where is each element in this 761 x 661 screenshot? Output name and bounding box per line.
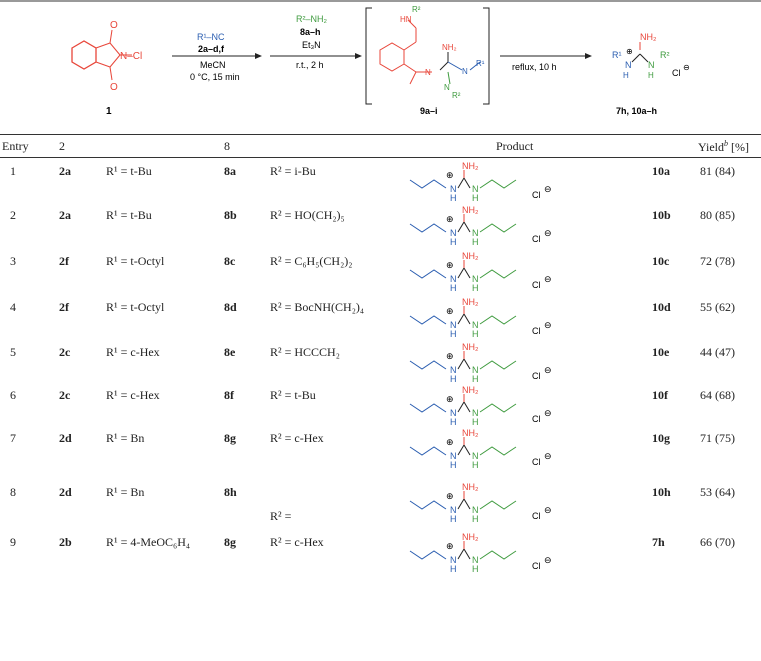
svg-text:N: N: [472, 451, 479, 461]
svg-text:N: N: [450, 555, 457, 565]
product-structure: [402, 250, 652, 294]
svg-text:Cl: Cl: [532, 561, 541, 571]
yield-value: 64 (68): [700, 388, 735, 402]
entry-number: 5: [10, 345, 16, 359]
step2-base: Et₃N: [302, 40, 321, 50]
step1-isocyanide: R¹–NC: [197, 32, 225, 42]
svg-text:⊕: ⊕: [446, 437, 454, 447]
svg-text:N: N: [450, 505, 457, 515]
svg-text:⊖: ⊖: [544, 184, 552, 194]
svg-text:N: N: [450, 184, 457, 194]
step1-compound: 2a–d,f: [198, 44, 225, 54]
svg-text:N: N: [450, 228, 457, 238]
amine-id: 8a: [224, 164, 236, 178]
yield-value: 80 (85): [700, 208, 735, 222]
svg-text:R²: R²: [452, 91, 461, 100]
svg-text:NH₂: NH₂: [462, 342, 479, 352]
svg-text:⊖: ⊖: [544, 274, 552, 284]
product-structure: [402, 384, 652, 428]
svg-text:N: N: [425, 68, 431, 77]
svg-text:N: N: [450, 451, 457, 461]
step3-conditions: reflux, 10 h: [512, 62, 557, 72]
svg-text:H: H: [472, 329, 479, 339]
svg-text:R²: R²: [412, 5, 421, 14]
yield-value: 44 (47): [700, 345, 735, 359]
yield-value: 55 (62): [700, 300, 735, 314]
product-label: 7h, 10a–h: [616, 106, 658, 116]
svg-text:NH₂: NH₂: [462, 205, 479, 215]
header-yield: Yield$^b$ [%]: [698, 139, 749, 154]
svg-text:HN: HN: [400, 15, 412, 24]
amine-id: 8g: [224, 535, 236, 549]
yield-value: 66 (70): [700, 535, 735, 549]
r1-substituent: R¹ = Bn: [106, 485, 145, 499]
svg-text:⊕: ⊕: [446, 394, 454, 404]
isocyanide-id: 2a: [59, 208, 71, 222]
svg-text:NH₂: NH₂: [462, 161, 479, 171]
amine-id: 8h: [224, 485, 237, 499]
isocyanide-id: 2a: [59, 164, 71, 178]
entry-number: 8: [10, 485, 16, 499]
svg-text:NH₂: NH₂: [462, 532, 479, 542]
amine-id: 8d: [224, 300, 237, 314]
r1-substituent: R¹ = t-Octyl: [106, 254, 165, 268]
svg-text:⊖: ⊖: [544, 365, 552, 375]
isocyanide-id: 2b: [59, 535, 72, 549]
product-id: 10a: [652, 164, 670, 178]
product-id: 10c: [652, 254, 670, 268]
entry-number: 4: [10, 300, 16, 314]
svg-text:H: H: [450, 514, 457, 524]
svg-text:N: N: [472, 274, 479, 284]
intermediate-label: 9a–i: [420, 106, 438, 116]
yield-value: 71 (75): [700, 431, 735, 445]
yield-value: 53 (64): [700, 485, 735, 499]
svg-text:Cl: Cl: [532, 280, 541, 290]
svg-text:N: N: [472, 320, 479, 330]
svg-text:R¹: R¹: [612, 50, 622, 60]
svg-text:N: N: [472, 408, 479, 418]
svg-text:N: N: [450, 408, 457, 418]
svg-text:O: O: [110, 82, 118, 93]
amine-id: 8b: [224, 208, 237, 222]
yield-value: 72 (78): [700, 254, 735, 268]
svg-text:H: H: [623, 71, 629, 80]
step2-conditions: r.t., 2 h: [296, 60, 324, 70]
svg-text:Cl: Cl: [532, 414, 541, 424]
r1-substituent: R¹ = c-Hex: [106, 345, 160, 359]
entry-number: 2: [10, 208, 16, 222]
svg-text:H: H: [450, 193, 457, 203]
product-general-structure: [612, 32, 690, 80]
svg-text:H: H: [472, 193, 479, 203]
svg-text:Cl: Cl: [532, 326, 541, 336]
r2-substituent: R² =: [270, 509, 292, 523]
product-structure: [402, 341, 652, 385]
isocyanide-id: 2f: [59, 300, 69, 314]
svg-text:⊖: ⊖: [544, 228, 552, 238]
isocyanide-id: 2c: [59, 345, 71, 359]
r1-substituent: R¹ = 4-MeOC₆H₄: [106, 535, 191, 549]
svg-text:⊕: ⊕: [446, 260, 454, 270]
svg-text:N: N: [472, 365, 479, 375]
svg-text:Cl: Cl: [532, 190, 541, 200]
r1-substituent: R¹ = t-Octyl: [106, 300, 165, 314]
svg-text:Cl: Cl: [532, 457, 541, 467]
svg-text:N: N: [472, 555, 479, 565]
product-id: 10e: [652, 345, 670, 359]
svg-text:NH₂: NH₂: [462, 251, 479, 261]
svg-text:N: N: [625, 60, 632, 70]
header-product: Product: [496, 139, 534, 153]
svg-text:⊖: ⊖: [683, 63, 690, 72]
header-col8: 8: [224, 139, 230, 153]
r1-substituent: R¹ = c-Hex: [106, 388, 160, 402]
svg-text:N: N: [472, 505, 479, 515]
table-header: [0, 134, 761, 158]
svg-text:Cl: Cl: [532, 371, 541, 381]
svg-text:⊕: ⊕: [446, 541, 454, 551]
isocyanide-id: 2d: [59, 485, 72, 499]
product-id: 10f: [652, 388, 668, 402]
header-entry: Entry: [2, 139, 29, 153]
reagent-1-label: 1: [106, 106, 112, 117]
entry-number: 3: [10, 254, 16, 268]
product-structure: [402, 531, 652, 575]
svg-text:N: N: [462, 67, 468, 76]
svg-text:R¹: R¹: [476, 59, 485, 68]
svg-text:NH₂: NH₂: [442, 43, 457, 52]
r2-substituent: R² = c-Hex: [270, 535, 324, 549]
svg-text:N: N: [444, 83, 450, 92]
svg-text:H: H: [472, 283, 479, 293]
svg-text:⊕: ⊕: [446, 351, 454, 361]
r2-substituent: R² = HO(CH₂)₅: [270, 208, 345, 222]
svg-text:Cl: Cl: [672, 68, 681, 78]
amine-id: 8f: [224, 388, 234, 402]
entry-number: 7: [10, 431, 16, 445]
entry-number: 9: [10, 535, 16, 549]
svg-text:NH₂: NH₂: [462, 297, 479, 307]
step1-conditions: 0 °C, 15 min: [190, 72, 240, 82]
r2-substituent: R² = HCCCH₂: [270, 345, 340, 359]
svg-text:⊖: ⊖: [544, 408, 552, 418]
r2-substituent: R² = t-Bu: [270, 388, 316, 402]
svg-text:H: H: [648, 71, 654, 80]
svg-text:NH₂: NH₂: [462, 428, 479, 438]
isocyanide-id: 2f: [59, 254, 69, 268]
svg-text:H: H: [472, 374, 479, 384]
r2-substituent: R² = BocNH(CH₂)₄: [270, 300, 365, 314]
svg-text:H: H: [472, 564, 479, 574]
svg-text:⊖: ⊖: [544, 555, 552, 565]
product-id: 10g: [652, 431, 670, 445]
svg-text:H: H: [450, 564, 457, 574]
svg-text:H: H: [472, 460, 479, 470]
svg-text:⊕: ⊕: [446, 214, 454, 224]
amine-id: 8g: [224, 431, 236, 445]
reagent-1-atom: N–Cl: [120, 51, 143, 62]
amine-id: 8c: [224, 254, 236, 268]
isocyanide-id: 2d: [59, 431, 72, 445]
product-id: 10d: [652, 300, 671, 314]
amine-id: 8e: [224, 345, 236, 359]
svg-text:N: N: [450, 274, 457, 284]
svg-text:N: N: [472, 228, 479, 238]
svg-text:NH₂: NH₂: [462, 385, 479, 395]
product-structure: [402, 296, 652, 340]
product-id: 10b: [652, 208, 671, 222]
r1-substituent: R¹ = Bn: [106, 431, 145, 445]
entry-number: 1: [10, 164, 16, 178]
step2-amine: R²–NH₂: [296, 14, 327, 24]
svg-text:H: H: [450, 283, 457, 293]
product-structure: [402, 204, 652, 248]
entry-number: 6: [10, 388, 16, 402]
product-structure: [402, 160, 652, 204]
svg-text:N: N: [648, 60, 655, 70]
product-structure: [402, 481, 652, 525]
r2-substituent: R² = C₆H₅(CH₂)₂: [270, 254, 353, 268]
step1-solvent: MeCN: [200, 60, 226, 70]
svg-text:H: H: [450, 460, 457, 470]
svg-text:H: H: [450, 417, 457, 427]
yield-value: 81 (84): [700, 164, 735, 178]
svg-text:⊕: ⊕: [446, 170, 454, 180]
svg-text:R²: R²: [660, 50, 670, 60]
svg-text:O: O: [110, 20, 118, 31]
svg-text:H: H: [450, 329, 457, 339]
reaction-scheme: [0, 0, 761, 125]
isocyanide-id: 2c: [59, 388, 71, 402]
svg-text:H: H: [472, 514, 479, 524]
header-col2: 2: [59, 139, 65, 153]
r2-substituent: R² = i-Bu: [270, 164, 316, 178]
product-structure: [402, 427, 652, 471]
product-id: 10h: [652, 485, 671, 499]
svg-text:⊖: ⊖: [544, 320, 552, 330]
step2-compound: 8a–h: [300, 27, 321, 37]
svg-text:N: N: [450, 320, 457, 330]
svg-text:N: N: [472, 184, 479, 194]
svg-text:N: N: [450, 365, 457, 375]
svg-text:⊕: ⊕: [446, 491, 454, 501]
r1-substituent: R¹ = t-Bu: [106, 208, 152, 222]
svg-text:NH₂: NH₂: [462, 482, 479, 492]
svg-text:H: H: [472, 237, 479, 247]
svg-text:⊕: ⊕: [626, 47, 633, 56]
svg-text:H: H: [472, 417, 479, 427]
svg-text:H: H: [450, 237, 457, 247]
r2-substituent: R² = c-Hex: [270, 431, 324, 445]
product-id: 7h: [652, 535, 665, 549]
svg-text:Cl: Cl: [532, 511, 541, 521]
svg-text:H: H: [450, 374, 457, 384]
r1-substituent: R¹ = t-Bu: [106, 164, 152, 178]
svg-text:⊕: ⊕: [446, 306, 454, 316]
svg-text:⊖: ⊖: [544, 451, 552, 461]
svg-text:⊖: ⊖: [544, 505, 552, 515]
svg-text:Cl: Cl: [532, 234, 541, 244]
svg-text:NH₂: NH₂: [640, 32, 657, 42]
